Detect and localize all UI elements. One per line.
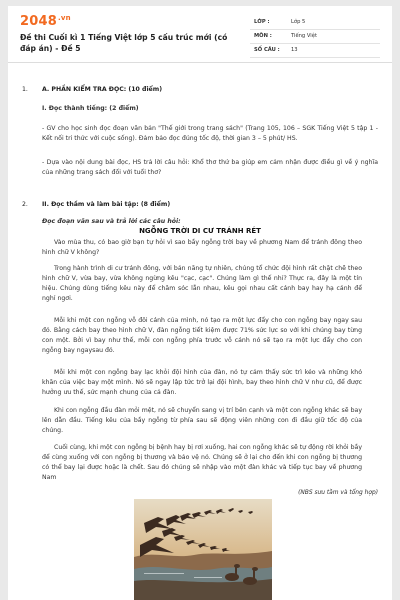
site-logo[interactable] <box>20 14 71 29</box>
meta-key: MÔN : <box>254 33 272 39</box>
meta-row-class <box>250 16 380 30</box>
section-subtitle: I. Đọc thành tiếng: (2 điểm) <box>42 105 139 112</box>
meta-row-question-count <box>250 44 380 58</box>
story-paragraph: Vào mùa thu, có bao giờ bạn tự hỏi vì sao bầy ngỗng trời bay về phương Nam để tránh đông theo hình chữ V không? <box>42 239 362 256</box>
meta-value: Tiếng Việt <box>291 33 317 39</box>
paragraph: - GV cho học sinh đọc đoạn văn bản "Thế giới trong trang sách" (Trang 105, 106 – SGK Tiếng Việt 5 tập 1 - Kết nối tri thức với cuộc sống). Đảm bảo đọc đúng tốc độ, thời gian 3 – 5 phút/ HS. <box>42 125 378 142</box>
geese-painting <box>134 499 272 600</box>
section-title: II. Đọc thầm và làm bài tập: (8 điểm) <box>42 201 171 208</box>
document-page <box>8 6 392 600</box>
document-header <box>8 6 392 63</box>
section-title: A. PHẦN KIỂM TRA ĐỌC: (10 điểm) <box>42 86 163 93</box>
meta-key: SỐ CÂU : <box>254 47 280 53</box>
meta-row-subject <box>250 30 380 44</box>
document-title: Đề thi Cuối kì 1 Tiếng Việt lớp 5 cấu trúc mới (có đáp án) - Đề 5 <box>20 33 228 53</box>
meta-key: LỚP : <box>254 19 270 25</box>
section-number: 1. <box>22 86 28 93</box>
meta-value: 13 <box>291 47 298 53</box>
section-number: 2. <box>22 201 28 208</box>
story-title: NGỖNG TRỜI DI CƯ TRÁNH RÉT <box>139 227 261 235</box>
part-1 <box>22 86 378 176</box>
source-note: (NBS sưu tầm và tổng hợp) <box>298 490 378 496</box>
document-meta-table <box>250 16 380 58</box>
meta-value: Lớp 5 <box>291 19 306 25</box>
reading-instruction: Đọc đoạn văn sau và trả lời các câu hỏi: <box>42 218 181 225</box>
story-paragraph: Trong hành trình di cư tránh đông, với bản năng tự nhiên, chúng tổ chức đội hình rất chặt chẽ theo hình chữ V, vừa bay, vừa không ngừng kêu "cạc, cạc". Chúng làm gì thế nhỉ? Thực ra, đây là một tín hiệu. Chúng dùng tiếng kêu này để chăm sóc lẫn nhau, kêu gọi nhau cất cánh bay hay hạ cánh để nghỉ ngơi. <box>42 265 362 302</box>
story-paragraph: Mỗi khi một con ngỗng vỗ đôi cánh của mình, nó tạo ra một lực đẩy cho con ngỗng bay ngay sau đó. Bằng cách bay theo hình chữ V, đàn ngỗng tiết kiệm được 71% sức lực so với khi chúng bay từng con một. Bởi vì bay như thế, mỗi con ngỗng phía trước vỗ cánh nó sẽ tạo ra một lực đẩy cho con ngỗng bay ngaysau đó. <box>42 317 362 354</box>
logo-text[interactable]: 2048 <box>20 14 57 29</box>
story-paragraph: Cuối cùng, khi một con ngỗng bị bệnh hay bị rơi xuống, hai con ngỗng khác sẽ tự động rời khỏi bầy để cùng xuống với con ngỗng bị thương và bảo vệ nó. Chúng sẽ ở lại cho đến khi con ngỗng bị thương có thể bay lại được hoặc là chết. Sau đó chúng sẽ nhập vào một đàn khác và tiếp tục bay về phương Nam <box>42 444 362 481</box>
story-paragraph: Mỗi khi một con ngỗng bay lạc khỏi đội hình của đàn, nó tự cảm thấy sức trì kéo và những khó khăn của việc bay một mình. Nó sẽ ngay lập tức trở lại đội hình, bay theo hình chữ V như cũ, để được hưởng ưu thế, sức mạnh chung của cả đàn. <box>42 369 362 396</box>
paragraph: - Dựa vào nội dung bài đọc, HS trả lời câu hỏi: Khổ thơ thứ ba giúp em cảm nhận được điều gì về ý nghĩa của những trang sách đối với tuổi thơ? <box>42 159 378 176</box>
story-paragraph: Khi con ngỗng đầu đàn mỏi mệt, nó sẽ chuyển sang vị trí bên cạnh và một con ngỗng khác sẽ bay lên dẫn đầu. Tiếng kêu của bầy ngỗng từ phía sau sẽ động viên những con đi đầu giữ tốc độ của chúng. <box>42 407 362 434</box>
logo-suffix[interactable]: .vn <box>57 14 71 22</box>
geese-illustration <box>134 499 272 600</box>
